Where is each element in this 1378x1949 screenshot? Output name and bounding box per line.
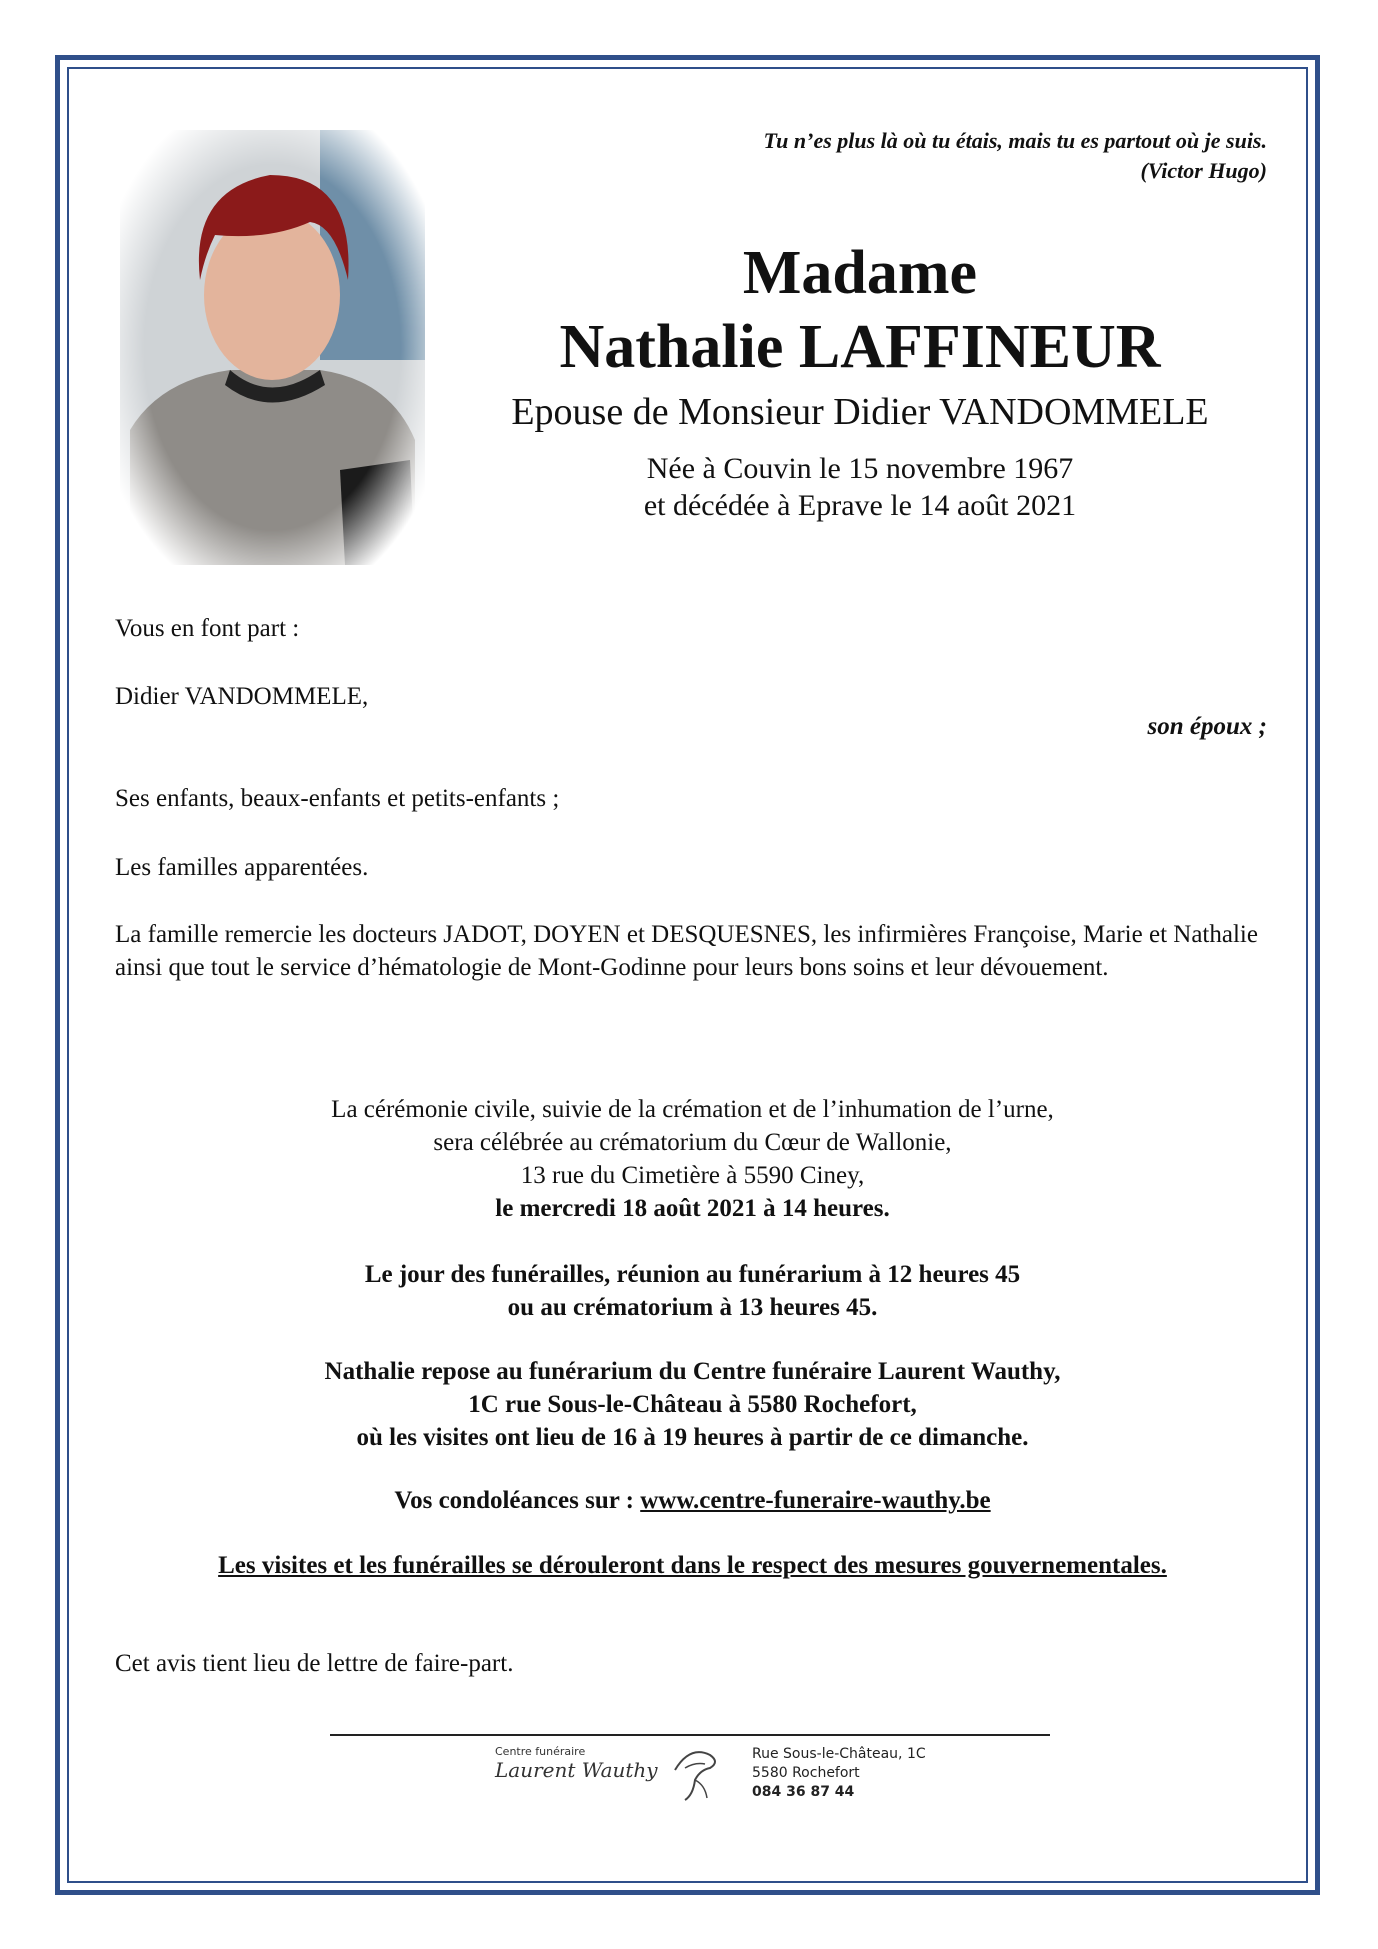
logo-wordmark: Laurent Wauthy (495, 1758, 658, 1782)
families-line: Les familles apparentées. (115, 854, 369, 881)
birth-line: Née à Couvin le 15 novembre 1967 (646, 452, 1074, 485)
spouse-line: Epouse de Monsieur Didier VANDOMMELE (511, 391, 1209, 433)
quote-text: Tu n’es plus là où tu étais, mais tu es partout où je suis. (763, 128, 1267, 153)
portrait-illustration (120, 130, 425, 565)
honorific: Madame (742, 239, 978, 307)
ceremony-block (115, 1093, 1270, 1225)
condolences-label: Vos condoléances sur : (394, 1487, 634, 1514)
deceased-heading (460, 238, 1260, 524)
death-line: et décédée à Eprave le 14 août 2021 (643, 489, 1077, 522)
ceremony-line: 13 rue du Cimetière à 5590 Ciney, (520, 1162, 865, 1189)
spouse-name: Didier VANDOMMELE, (115, 683, 369, 710)
quote-author: (Victor Hugo) (1140, 158, 1267, 183)
ceremony-line: La cérémonie civile, suivie de la crémation et de l’inhumation de l’urne, (331, 1096, 1054, 1123)
meeting-block (115, 1258, 1270, 1324)
address-phone: 084 36 87 44 (752, 1784, 855, 1800)
health-measures-notice: Les visites et les funérailles se dérouleront dans le respect des mesures gouvernementales. (218, 1552, 1167, 1579)
meeting-line: Le jour des funérailles, réunion au funérarium à 12 heures 45 (364, 1261, 1021, 1288)
life-dates (460, 450, 1260, 524)
footer-divider (330, 1734, 1050, 1736)
viewing-line: où les visites ont lieu de 16 à 19 heures à partir de ce dimanche. (356, 1424, 1029, 1451)
epigraph (567, 126, 1267, 186)
deceased-name: Nathalie LAFFINEUR (559, 313, 1161, 381)
viewing-line: 1C rue Sous-le-Château à 5580 Rochefort, (468, 1391, 917, 1418)
ceremony-date: le mercredi 18 août 2021 à 14 heures. (495, 1195, 890, 1222)
logo-caption: Centre funéraire (495, 1745, 586, 1758)
spouse-role: son époux ; (1147, 713, 1267, 740)
announcement-intro: Vous en font part : (115, 615, 300, 642)
thanks-paragraph: La famille remercie les docteurs JADOT, DOYEN et DESQUESNES, les infirmières Françoise, Marie et Nathalie ainsi que tout le service d’hématologie de Mont-Godinne pour leurs bons soins et leur dévouement. (115, 921, 1258, 981)
closing-line: Cet avis tient lieu de lettre de faire-part. (115, 1650, 514, 1677)
address-street: Rue Sous-le-Château, 1C (752, 1746, 926, 1762)
meeting-line: ou au crématorium à 13 heures 45. (507, 1294, 878, 1321)
children-line: Ses enfants, beaux-enfants et petits-enfants ; (115, 785, 560, 812)
viewing-block (115, 1355, 1270, 1454)
dove-emblem-icon (665, 1740, 725, 1805)
portrait-photo (120, 130, 425, 565)
condolences-line (115, 1484, 1270, 1517)
condolences-link[interactable]: www.centre-funeraire-wauthy.be (640, 1487, 991, 1514)
viewing-line: Nathalie repose au funérarium du Centre funéraire Laurent Wauthy, (324, 1358, 1061, 1385)
address-city: 5580 Rochefort (752, 1765, 860, 1781)
funeral-home-address (752, 1745, 926, 1802)
ceremony-line: sera célébrée au crématorium du Cœur de Wallonie, (433, 1129, 952, 1156)
